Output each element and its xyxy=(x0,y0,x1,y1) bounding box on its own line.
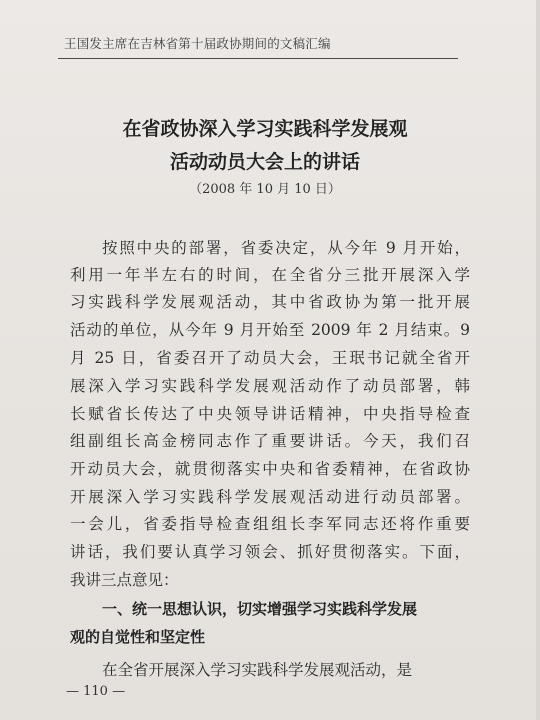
running-header: 王国发主席在吉林省第十届政协期间的文稿汇编 xyxy=(64,36,331,51)
body-line: 开动员大会，就贯彻落实中央和省委精神，在省政协 xyxy=(70,460,470,478)
body-line: 按照中央的部署，省委决定，从今年 9 月开始， xyxy=(102,239,470,257)
body-line: 一会儿，省委指导检查组组长李军同志还将作重要 xyxy=(70,515,470,533)
body-line: 月 25 日，省委召开了动员大会，王珉书记就全省开 xyxy=(70,349,470,367)
page-number: — 110 — xyxy=(66,684,126,699)
body-line: 长赋省长传达了中央领导讲话精神，中央指导检查 xyxy=(70,405,470,423)
header-rule xyxy=(58,58,458,59)
article-title-line-2: 活动动员大会上的讲话 xyxy=(169,151,360,173)
body-line: 展深入学习实践科学发展观活动作了动员部署，韩 xyxy=(70,377,470,395)
article-date: （2008 年 10 月 10 日） xyxy=(189,182,341,197)
body-line: 组副组长高金榜同志作了重要讲话。今天，我们召 xyxy=(70,432,470,450)
section-heading-line-2: 观的自觉性和坚定性 xyxy=(70,628,206,646)
body-line: 利用一年半左右的时间，在全省分三批开展深入学 xyxy=(70,266,470,284)
body-line: 活动的单位，从今年 9 月开始至 2009 年 2 月结束。9 xyxy=(70,321,470,339)
section-heading-line-1: 一、统一思想认识，切实增强学习实践科学发展 xyxy=(102,600,418,618)
page-edge xyxy=(536,0,540,720)
article-title-line-1: 在省政协深入学习实践科学发展观 xyxy=(122,118,408,140)
body-line: 开展深入学习实践科学发展观活动进行动员部署。 xyxy=(70,488,470,506)
body-line: 在全省开展深入学习实践科学发展观活动，是 xyxy=(102,661,413,679)
body-line: 习实践科学发展观活动，其中省政协为第一批开展 xyxy=(70,293,470,311)
body-line: 讲话，我们要认真学习领会、抓好贯彻落实。下面， xyxy=(70,543,470,561)
body-line: 我讲三点意见： xyxy=(70,571,179,589)
